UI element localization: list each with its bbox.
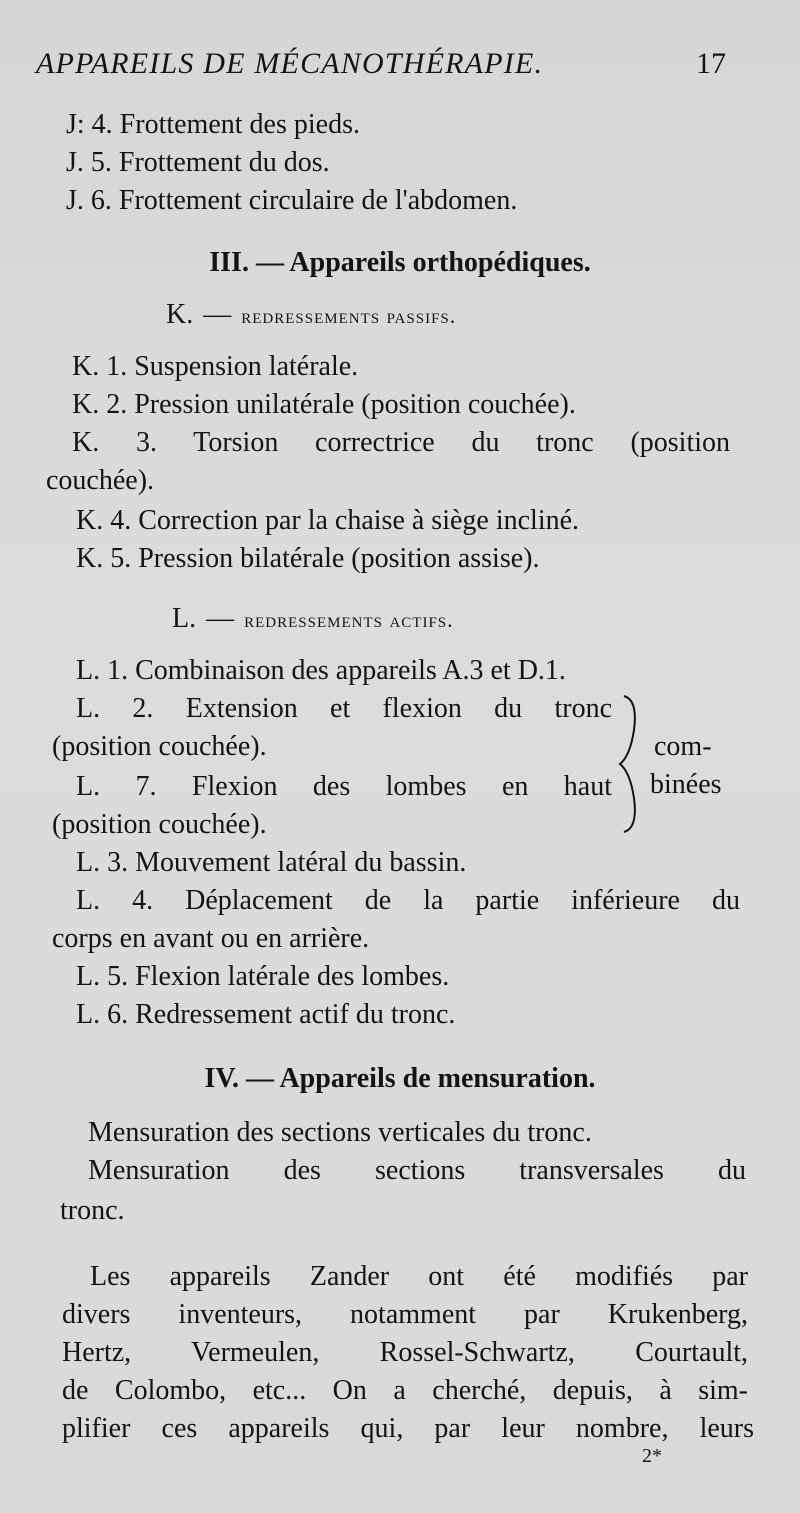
list-item-l2: L. 2. Extension et flexion du tronc (76, 693, 612, 724)
printer-signature: 2* (642, 1445, 662, 1467)
list-item-k3: K. 3. Torsion correctrice du tronc (position (72, 427, 730, 458)
list-item-measure-transverse-cont: tronc. (60, 1195, 125, 1226)
subheading-l: L. — redressements actifs. (172, 603, 454, 634)
subheading-k: K. — redressements passifs. (166, 299, 457, 330)
brace-label-com: com- (654, 731, 712, 762)
section-heading-iv: IV. — Appareils de mensuration. (204, 1063, 596, 1094)
subheading-k-title: redressements passifs. (241, 303, 457, 328)
header-title: APPAREILS DE MÉCANOTHÉRAPIE. (36, 47, 544, 80)
paragraph-line-2: divers inventeurs, notamment par Krukenberg, (62, 1299, 748, 1330)
subheading-k-label: K. (166, 299, 194, 330)
paragraph-line-5: plifier ces appareils qui, par leur nombre, leurs (62, 1413, 754, 1444)
page-number: 17 (696, 47, 726, 80)
running-header (36, 40, 726, 88)
list-item-l4: L. 4. Déplacement de la partie inférieure du (76, 885, 740, 916)
list-item-l3: L. 3. Mouvement latéral du bassin. (76, 847, 467, 878)
list-item-l7-cont: (position couchée). (52, 809, 267, 840)
list-item-j5: J. 5. Frottement du dos. (66, 147, 330, 178)
list-item-l7: L. 7. Flexion des lombes en haut (76, 771, 612, 802)
paragraph-line-4: de Colombo, etc... On a cherché, depuis, à sim- (62, 1375, 748, 1406)
paragraph-line-3: Hertz, Vermeulen, Rossel-Schwartz, Courtault, (62, 1337, 748, 1368)
list-item-k5: K. 5. Pression bilatérale (position assise). (76, 543, 540, 574)
brace-label-binees: binées (650, 769, 722, 800)
list-item-l1: L. 1. Combinaison des appareils A.3 et D.1. (76, 655, 566, 686)
list-item-l4-cont: corps en avant ou en arrière. (52, 923, 370, 954)
subheading-l-title: redressements actifs. (244, 607, 454, 632)
list-item-k4: K. 4. Correction par la chaise à siège incliné. (76, 505, 580, 536)
list-item-l6: L. 6. Redressement actif du tronc. (76, 999, 456, 1030)
list-item-measure-transverse: Mensuration des sections transversales du (88, 1155, 746, 1186)
list-item-k2: K. 2. Pression unilatérale (position couchée). (72, 389, 576, 420)
list-item-measure-vertical: Mensuration des sections verticales du tronc. (88, 1117, 592, 1148)
paragraph-line-1: Les appareils Zander ont été modifiés par (90, 1261, 748, 1292)
list-item-j6: J. 6. Frottement circulaire de l'abdomen. (66, 185, 518, 216)
list-item-l5: L. 5. Flexion latérale des lombes. (76, 961, 450, 992)
list-item-k1: K. 1. Suspension latérale. (72, 351, 359, 382)
list-item-l2-cont: (position couchée). (52, 731, 267, 762)
list-item-j4: J: 4. Frottement des pieds. (66, 109, 360, 140)
list-item-k3-cont: couchée). (46, 465, 155, 496)
subheading-l-label: L. (172, 603, 197, 634)
brace-bracket (616, 694, 646, 834)
section-heading-iii: III. — Appareils orthopédiques. (209, 247, 591, 278)
